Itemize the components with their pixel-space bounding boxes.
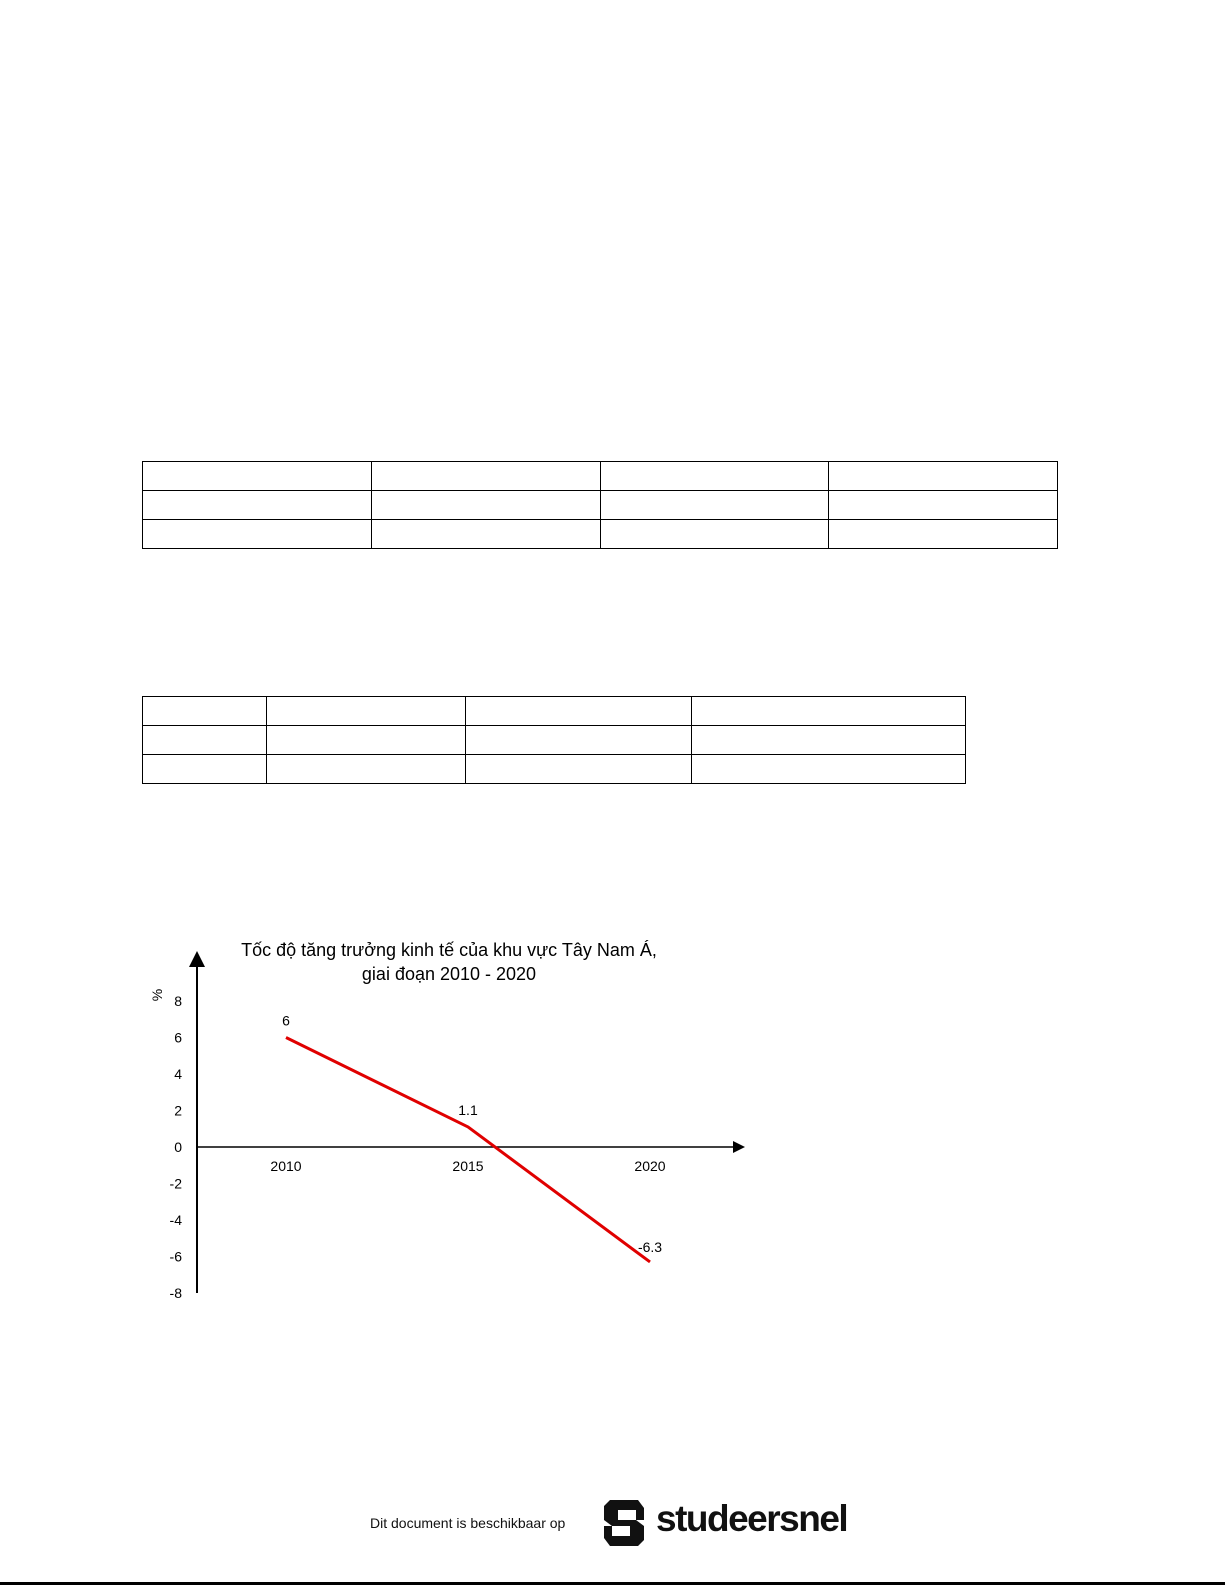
footer	[370, 1496, 870, 1552]
x-tick-label: 2010	[270, 1158, 302, 1174]
table-row	[143, 697, 966, 726]
chart-title: Tốc độ tăng trưởng kinh tế của khu vực Tây Nam Á,	[241, 940, 657, 960]
growth-line-chart	[140, 930, 780, 1310]
y-tick-label: 0	[174, 1139, 182, 1155]
chart-subtitle: giai đoạn 2010 - 2020	[361, 964, 537, 984]
footer-text: Dit document is beschikbaar op	[370, 1515, 566, 1531]
y-tick-label: -6	[169, 1248, 182, 1265]
y-tick-label: -2	[169, 1175, 182, 1192]
data-label: 1.1	[458, 1101, 478, 1118]
y-tick-label: -8	[169, 1285, 182, 1301]
studeersnel-s-logo-icon	[604, 1496, 650, 1546]
data-label: 6	[282, 1012, 290, 1029]
table-row	[143, 520, 1058, 549]
series-line	[286, 1038, 650, 1262]
empty-table-1	[142, 461, 1058, 549]
table-row	[143, 491, 1058, 520]
y-tick-label: 8	[174, 993, 182, 1009]
y-axis-label: %	[149, 988, 165, 1002]
studeersnel-logo: studeersnel	[656, 1498, 848, 1539]
y-tick-label: 6	[174, 1029, 182, 1046]
y-tick-label: 2	[174, 1102, 182, 1119]
empty-table-2	[142, 696, 966, 784]
y-tick-label: 4	[174, 1066, 182, 1082]
table-row	[143, 755, 966, 784]
x-tick-label: 2015	[452, 1158, 484, 1174]
y-tick-label: -4	[169, 1212, 182, 1228]
data-label: -6.3	[637, 1238, 663, 1255]
table-row	[143, 462, 1058, 491]
x-tick-label: 2020	[634, 1158, 666, 1174]
table-row	[143, 726, 966, 755]
